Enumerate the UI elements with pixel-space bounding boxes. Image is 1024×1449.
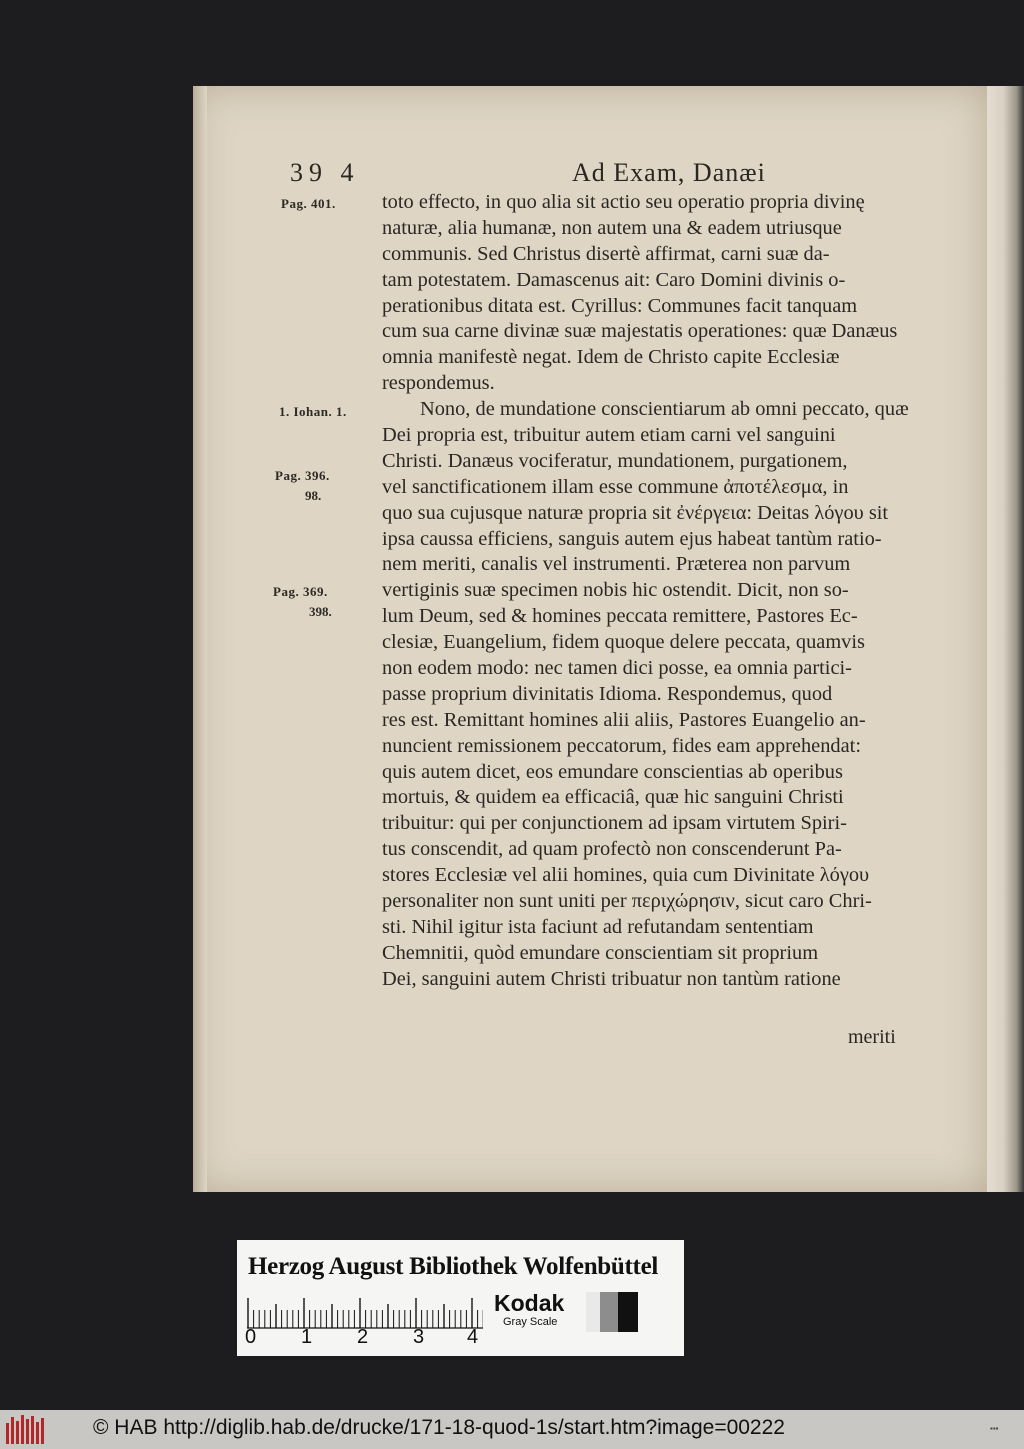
- ruler-number: 4: [467, 1326, 479, 1348]
- gray-patch: [600, 1292, 618, 1332]
- gray-patch: [618, 1292, 638, 1332]
- page-number: 39 4: [290, 158, 360, 187]
- hab-logo-icon: [4, 1413, 48, 1446]
- text-line: cum sua carne divinæ suæ majestatis operationes: quæ Danæus: [382, 320, 898, 343]
- gray-scale-label: Gray Scale: [503, 1316, 558, 1328]
- text-line: Dei propria est, tribuitur autem etiam carni vel sanguini: [382, 424, 836, 447]
- ruler-number: 1: [301, 1326, 313, 1348]
- kodak-logo: Kodak: [494, 1290, 565, 1316]
- text-line: quis autem dicet, eos emundare conscientias ab operibus: [382, 760, 843, 783]
- library-label-card: [237, 1240, 684, 1356]
- text-line: clesiæ, Euangelium, fidem quoque delere peccata, quamvis: [382, 631, 865, 654]
- text-line: respondemus.: [382, 372, 495, 395]
- margin-note: Pag. 369.: [273, 584, 328, 599]
- text-line: vel sanctificationem illam esse commune ἀποτέλεσμα, in: [382, 475, 849, 498]
- text-line: tam potestatem. Damascenus ait: Caro Domini divinis o-: [382, 268, 846, 291]
- margin-note: Pag. 396.: [275, 468, 330, 483]
- text-line: Christi. Danæus vociferatur, mundationem, purgationem,: [382, 449, 848, 472]
- running-title: Ad Exam, Danæi: [572, 158, 766, 187]
- text-line: perationibus ditata est. Cyrillus: Communes facit tanquam: [382, 294, 858, 317]
- text-line: sti. Nihil igitur ista faciunt ad refutandam sententiam: [382, 915, 814, 938]
- text-line: naturæ, alia humanæ, non autem una & eadem utriusque: [382, 216, 842, 239]
- book-page: [193, 86, 987, 1192]
- ruler-numbers: [245, 1326, 485, 1352]
- gray-scale-patches: [586, 1292, 638, 1332]
- footer-copyright-link[interactable]: © HAB http://diglib.hab.de/drucke/171-18-quod-1s/start.htm?image=00222: [93, 1416, 785, 1439]
- footer-bar: [0, 1410, 1024, 1449]
- text-line: nuncient remissionem peccatorum, fides eam apprehendat:: [382, 734, 862, 757]
- ruler-number: 3: [413, 1326, 425, 1348]
- text-line: stores Ecclesiæ vel alii homines, quia cum Divinitate λόγου: [382, 864, 870, 887]
- catchword: meriti: [848, 1026, 896, 1048]
- margin-note: 1. Iohan. 1.: [279, 404, 347, 419]
- library-name: Herzog August Bibliothek Wolfenbüttel: [248, 1253, 659, 1280]
- text-line: toto effecto, in quo alia sit actio seu operatio propria divinę: [382, 191, 865, 213]
- text-line: nem meriti, canalis vel instrumenti. Præterea non parvum: [382, 553, 851, 576]
- ruler-number: 2: [357, 1326, 369, 1348]
- text-line: omnia manifestè negat. Idem de Christo capite Ecclesiæ: [382, 346, 840, 369]
- text-line: Nono, de mundatione conscientiarum ab omni peccato, quæ: [420, 398, 909, 421]
- margin-note-sub: 398.: [309, 604, 332, 619]
- text-line: passe proprium divinitatis Idioma. Respondemus, quod: [382, 682, 833, 705]
- text-line: tus conscendit, ad quam profectò non conscenderunt Pa-: [382, 838, 842, 861]
- text-line: vertiginis suæ specimen nobis hic ostendit. Dicit, non so-: [382, 579, 849, 602]
- text-line: quo sua cujusque naturæ propria sit ἐνέργεια: Deitas λόγου sit: [382, 501, 889, 524]
- text-line: Dei, sanguini autem Christi tribuatur non tantùm ratione: [382, 967, 841, 990]
- text-line: mortuis, & quidem ea efficaciâ, quæ hic sanguini Christi: [382, 786, 844, 809]
- text-line: non eodem modo: nec tamen dici posse, ea omnia partici-: [382, 657, 852, 680]
- footer-mark-icon: ▪▪▪: [990, 1424, 999, 1433]
- margin-notes: [193, 190, 378, 790]
- text-line: tribuitur: qui per conjunctionem ad ipsam virtutem Spiri-: [382, 812, 847, 835]
- text-line: ipsa caussa efficiens, sanguis autem ejus habeat tantùm ratio-: [382, 527, 882, 550]
- text-line: personaliter non sunt uniti per περιχώρησιν, sicut caro Chri-: [382, 890, 872, 913]
- text-line: Chemnitii, quòd emundare conscientiam sit proprium: [382, 941, 819, 964]
- ruler-scale: [247, 1295, 483, 1329]
- margin-note-sub: 98.: [305, 488, 322, 503]
- book-page-edge: [987, 86, 1024, 1192]
- gray-patch: [586, 1292, 600, 1332]
- ruler-number: 0: [245, 1326, 257, 1348]
- text-line: lum Deum, sed & homines peccata remittere, Pastores Ec-: [382, 605, 858, 628]
- text-line: res est. Remittant homines alii aliis, Pastores Euangelio an-: [382, 708, 866, 731]
- margin-note: Pag. 401.: [281, 196, 336, 211]
- text-line: communis. Sed Christus disertè affirmat, carni suæ da-: [382, 242, 830, 265]
- body-text: [382, 190, 954, 993]
